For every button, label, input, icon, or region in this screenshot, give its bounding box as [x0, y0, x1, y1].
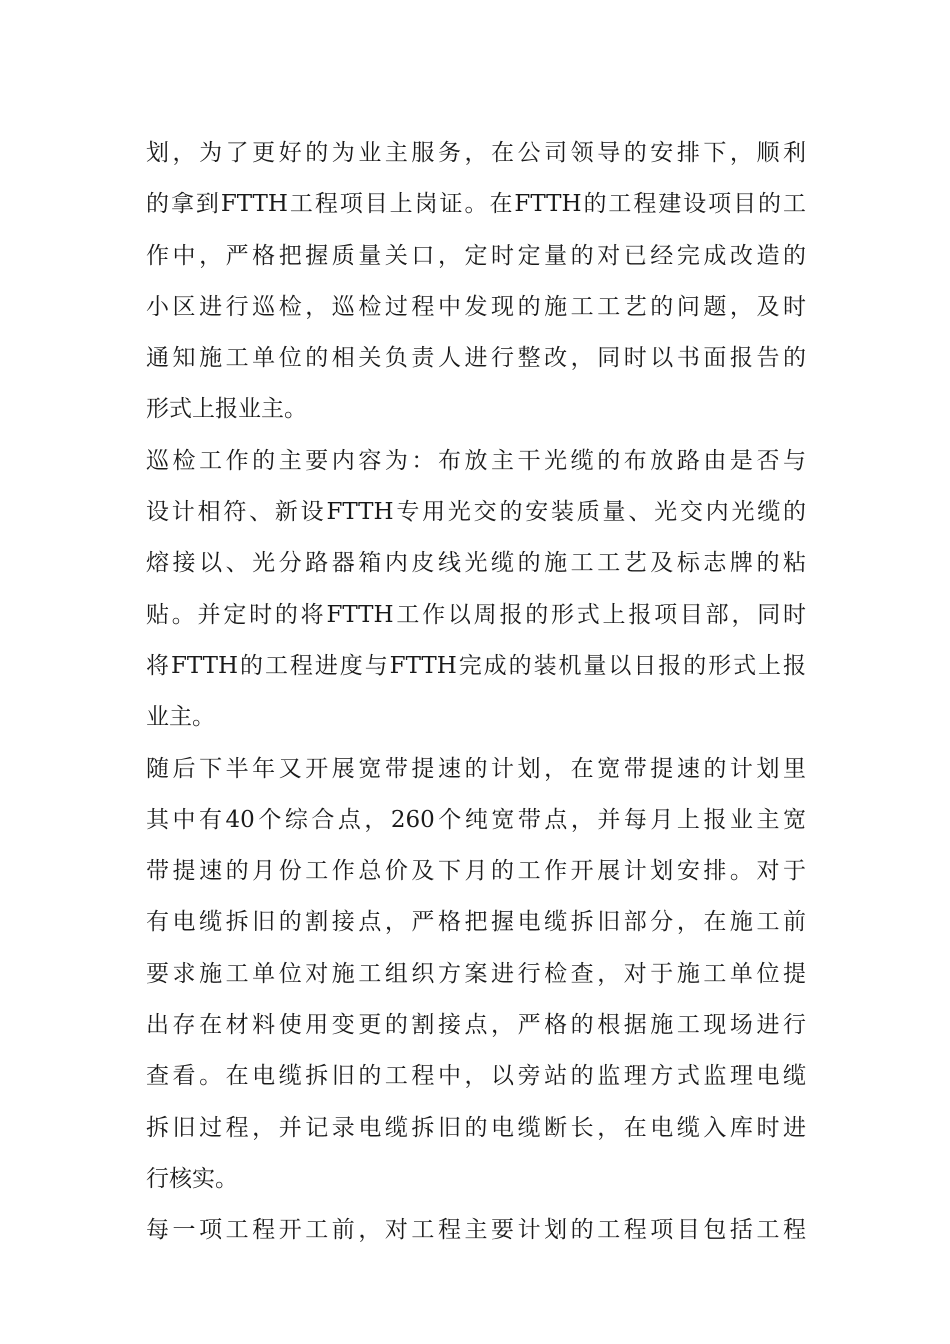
- document-body: [146, 128, 806, 1257]
- text-line: 作中，严格把握质量关口，定时定量的对已经完成改造的: [146, 242, 806, 269]
- text-line: 有电缆拆旧的割接点，严格把握电缆拆旧部分，在施工前: [146, 909, 806, 936]
- text-line: 的拿到FTTH工程项目上岗证。在FTTH的工程建设项目的工: [146, 191, 806, 218]
- text-line: 熔接以、光分路器箱内皮线光缆的施工工艺及标志牌的粘: [146, 550, 806, 577]
- text-line: 每一项工程开工前，对工程主要计划的工程项目包括工程: [146, 1217, 806, 1244]
- text-line: 划，为了更好的为业主服务，在公司领导的安排下，顺利: [146, 140, 806, 166]
- text-line: 其中有40个综合点，260个纯宽带点，并每月上报业主宽: [146, 806, 806, 833]
- paragraph-broadband-speedup: [146, 744, 806, 1206]
- text-line: 要求施工单位对施工组织方案进行检查，对于施工单位提: [146, 960, 806, 987]
- text-line: 查看。在电缆拆旧的工程中，以旁站的监理方式监理电缆: [146, 1063, 806, 1090]
- text-line: 拆旧过程，并记录电缆拆旧的电缆断长，在电缆入库时进: [146, 1114, 806, 1141]
- text-line: 行核实。: [146, 1165, 238, 1192]
- text-line: 通知施工单位的相关负责人进行整改，同时以书面报告的: [146, 345, 806, 372]
- text-line: 将FTTH的工程进度与FTTH完成的装机量以日报的形式上报: [146, 652, 806, 679]
- text-line: 小区进行巡检，巡检过程中发现的施工工艺的问题，及时: [146, 293, 806, 320]
- text-line: 贴。并定时的将FTTH工作以周报的形式上报项目部，同时: [146, 601, 806, 628]
- text-line: 巡检工作的主要内容为：布放主干光缆的布放路由是否与: [146, 447, 806, 474]
- text-line: 随后下半年又开展宽带提速的计划，在宽带提速的计划里: [146, 755, 806, 782]
- paragraph-project-start: [146, 1205, 806, 1256]
- text-line: 带提速的月份工作总价及下月的工作开展计划安排。对于: [146, 858, 806, 885]
- paragraph-ftth-certification: [146, 128, 806, 436]
- text-line: 形式上报业主。: [146, 396, 307, 423]
- paragraph-inspection-content: [146, 436, 806, 744]
- text-line: 设计相符、新设FTTH专用光交的安装质量、光交内光缆的: [146, 499, 806, 526]
- text-line: 出存在材料使用变更的割接点，严格的根据施工现场进行: [146, 1012, 806, 1039]
- text-line: 业主。: [146, 704, 215, 731]
